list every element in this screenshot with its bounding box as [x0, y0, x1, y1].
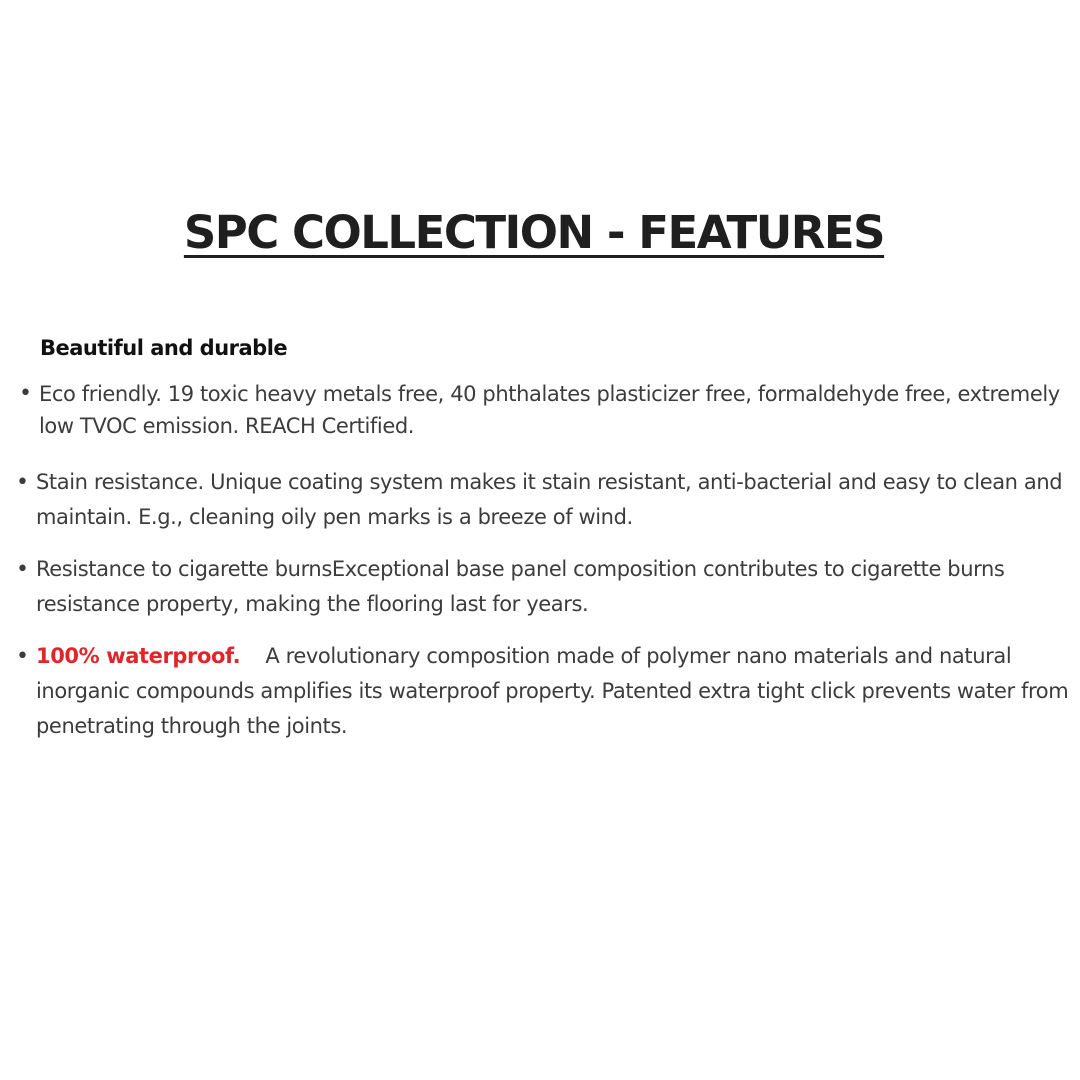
bullet-icon: •	[19, 381, 32, 406]
feature-text: Resistance to cigarette burnsExceptional base panel composition contributes to cigarette burns resistance property, making the flooring last for years.	[36, 557, 1005, 616]
bullet-icon: •	[16, 557, 29, 582]
feature-highlight: 100% waterproof.	[36, 644, 241, 668]
feature-item-stain-resistance	[16, 465, 1076, 535]
bullet-icon: •	[16, 470, 29, 495]
feature-item-waterproof	[16, 639, 1076, 744]
bullet-icon: •	[16, 644, 29, 669]
section-subtitle: Beautiful and durable	[40, 336, 288, 360]
feature-text: Eco friendly. 19 toxic heavy metals free, 40 phthalates plasticizer free, formaldehyde free, extremely low TVOC emission. REACH Certified.	[39, 382, 1060, 438]
feature-text: Stain resistance. Unique coating system makes it stain resistant, anti-bacterial and easy to clean and maintain. E.g., cleaning oily pen marks is a breeze of wind.	[36, 470, 1063, 529]
feature-item-eco-friendly	[19, 378, 1079, 442]
feature-item-cigarette-burns	[16, 552, 1076, 622]
feature-text: A revolutionary composition made of polymer nano materials and natural inorganic compounds amplifies its waterproof property. Patented extra tight click prevents water from penetrating through the joints.	[36, 644, 1069, 738]
page-title: SPC COLLECTION - FEATURES	[183, 206, 885, 259]
